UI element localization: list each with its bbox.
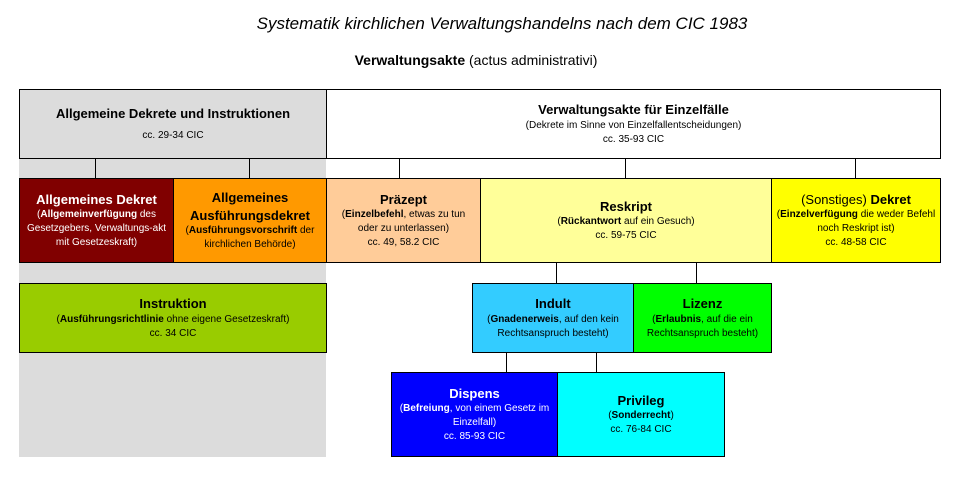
connector-line (556, 262, 557, 283)
box-heading: Allgemeines Ausführungsdekret (190, 189, 310, 223)
desc-rest: des Gesetzgebers, Verwaltungs-akt mit Gesetzeskraft) (27, 209, 166, 249)
heading-pre: (Sonstiges) (801, 191, 871, 207)
desc-bold: Sonderrecht (611, 410, 671, 422)
desc-rest: , auf den kein Rechtsanspruch besteht) (497, 313, 619, 339)
box-canon: cc. 85-93 CIC (443, 431, 506, 443)
box-heading: Indult (535, 296, 571, 312)
desc-rest: der kirchlichen Behörde) (204, 225, 315, 251)
box-description (557, 215, 694, 229)
box-heading: Instruktion (139, 296, 207, 312)
box-praezept (326, 178, 481, 263)
box-description (608, 409, 674, 423)
box-dispens (391, 372, 558, 457)
desc-pre: ( (56, 313, 60, 325)
box-description (396, 402, 553, 430)
desc-rest: , etwas zu tun oder zu unterlassen) (357, 209, 466, 235)
desc-rest: ohne eigene Gesetzeskraft) (163, 313, 290, 325)
desc-bold: Ausführungsrichtlinie (59, 313, 164, 325)
box-sub: (Dekrete im Sinne von Einzelfallentscheidungen) (525, 119, 742, 131)
desc-pre: ( (557, 216, 561, 228)
box-allgemeines-ausfuehrungsdekret (173, 178, 327, 263)
box-heading: Reskript (599, 198, 653, 214)
box-sonstiges-dekret (771, 178, 941, 263)
connector-line (596, 352, 597, 372)
connector-line (855, 158, 856, 178)
box-description (331, 208, 476, 236)
connector-line (399, 158, 400, 178)
box-allgemeine-dekrete (19, 89, 327, 159)
box-heading: Privileg (617, 392, 665, 408)
box-heading: Allgemeines Dekret (36, 191, 157, 207)
box-description (477, 313, 629, 341)
desc-pre: ( (341, 209, 346, 221)
box-canon: cc. 35-93 CIC (602, 133, 665, 145)
box-verwaltungsakte-einzelfaelle (326, 89, 941, 159)
box-indult (472, 283, 634, 353)
box-heading: Lizenz (682, 296, 723, 312)
desc-rest: auf ein Gesuch) (621, 216, 695, 228)
box-heading: Dispens (449, 385, 500, 401)
desc-pre: ( (487, 313, 491, 325)
desc-bold: Allgemeinverfügung (40, 209, 138, 221)
box-instruktion (19, 283, 327, 353)
connector-line (249, 158, 250, 178)
diagram-title: Systematik kirchlichen Verwaltungshandelns nach dem CIC 1983 (256, 14, 748, 33)
box-heading (801, 191, 911, 209)
desc-pre: ( (652, 313, 656, 325)
desc-bold: Einzelverfügung (780, 209, 858, 221)
connector-line (506, 352, 507, 372)
heading-main: Dekret (870, 191, 911, 207)
box-canon: cc. 59-75 CIC (595, 230, 657, 242)
box-description (638, 313, 767, 341)
desc-pre: ( (185, 225, 189, 237)
desc-rest: , auf die ein Rechtsanspruch besteht) (646, 313, 759, 339)
connector-line (625, 158, 626, 178)
box-canon: cc. 48-58 CIC (825, 237, 887, 249)
box-description (24, 208, 169, 250)
box-canon: cc. 49, 58.2 CIC (367, 237, 440, 249)
desc-bold: Gnadenerweis (490, 313, 559, 325)
desc-pre: ( (608, 410, 612, 422)
subtitle-rest: (actus administrativi) (465, 52, 598, 68)
desc-rest: die weder Befehl noch Reskript ist) (817, 209, 936, 235)
diagram-subtitle (0, 52, 952, 68)
desc-pre: ( (399, 403, 404, 415)
box-privileg (557, 372, 725, 457)
desc-bold: Einzelbefehl (345, 209, 404, 221)
connector-line (696, 262, 697, 283)
box-allgemeines-dekret (19, 178, 174, 263)
box-reskript (480, 178, 772, 263)
box-description (776, 208, 936, 236)
subtitle-bold: Verwaltungsakte (354, 52, 466, 68)
desc-bold: Erlaubnis (655, 313, 702, 325)
box-description (178, 224, 322, 252)
desc-bold: Rückantwort (560, 216, 622, 228)
box-canon: cc. 29-34 CIC (142, 129, 204, 141)
desc-rest: , von einem Gesetz im Einzelfall) (449, 403, 550, 429)
box-heading: Allgemeine Dekrete und Instruktionen (55, 106, 291, 122)
desc-pre: ( (37, 209, 41, 221)
box-heading: Präzept (380, 191, 427, 207)
box-lizenz (633, 283, 772, 353)
box-canon: cc. 34 CIC (149, 327, 197, 339)
desc-rest: ) (670, 410, 674, 422)
connector-line (95, 158, 96, 178)
desc-bold: Befreiung (403, 403, 450, 415)
box-description (57, 313, 290, 327)
box-canon: cc. 76-84 CIC (610, 424, 672, 436)
box-heading: Verwaltungsakte für Einzelfälle (538, 102, 729, 118)
desc-bold: Ausführungsvorschrift (188, 225, 298, 237)
desc-pre: ( (776, 209, 781, 221)
